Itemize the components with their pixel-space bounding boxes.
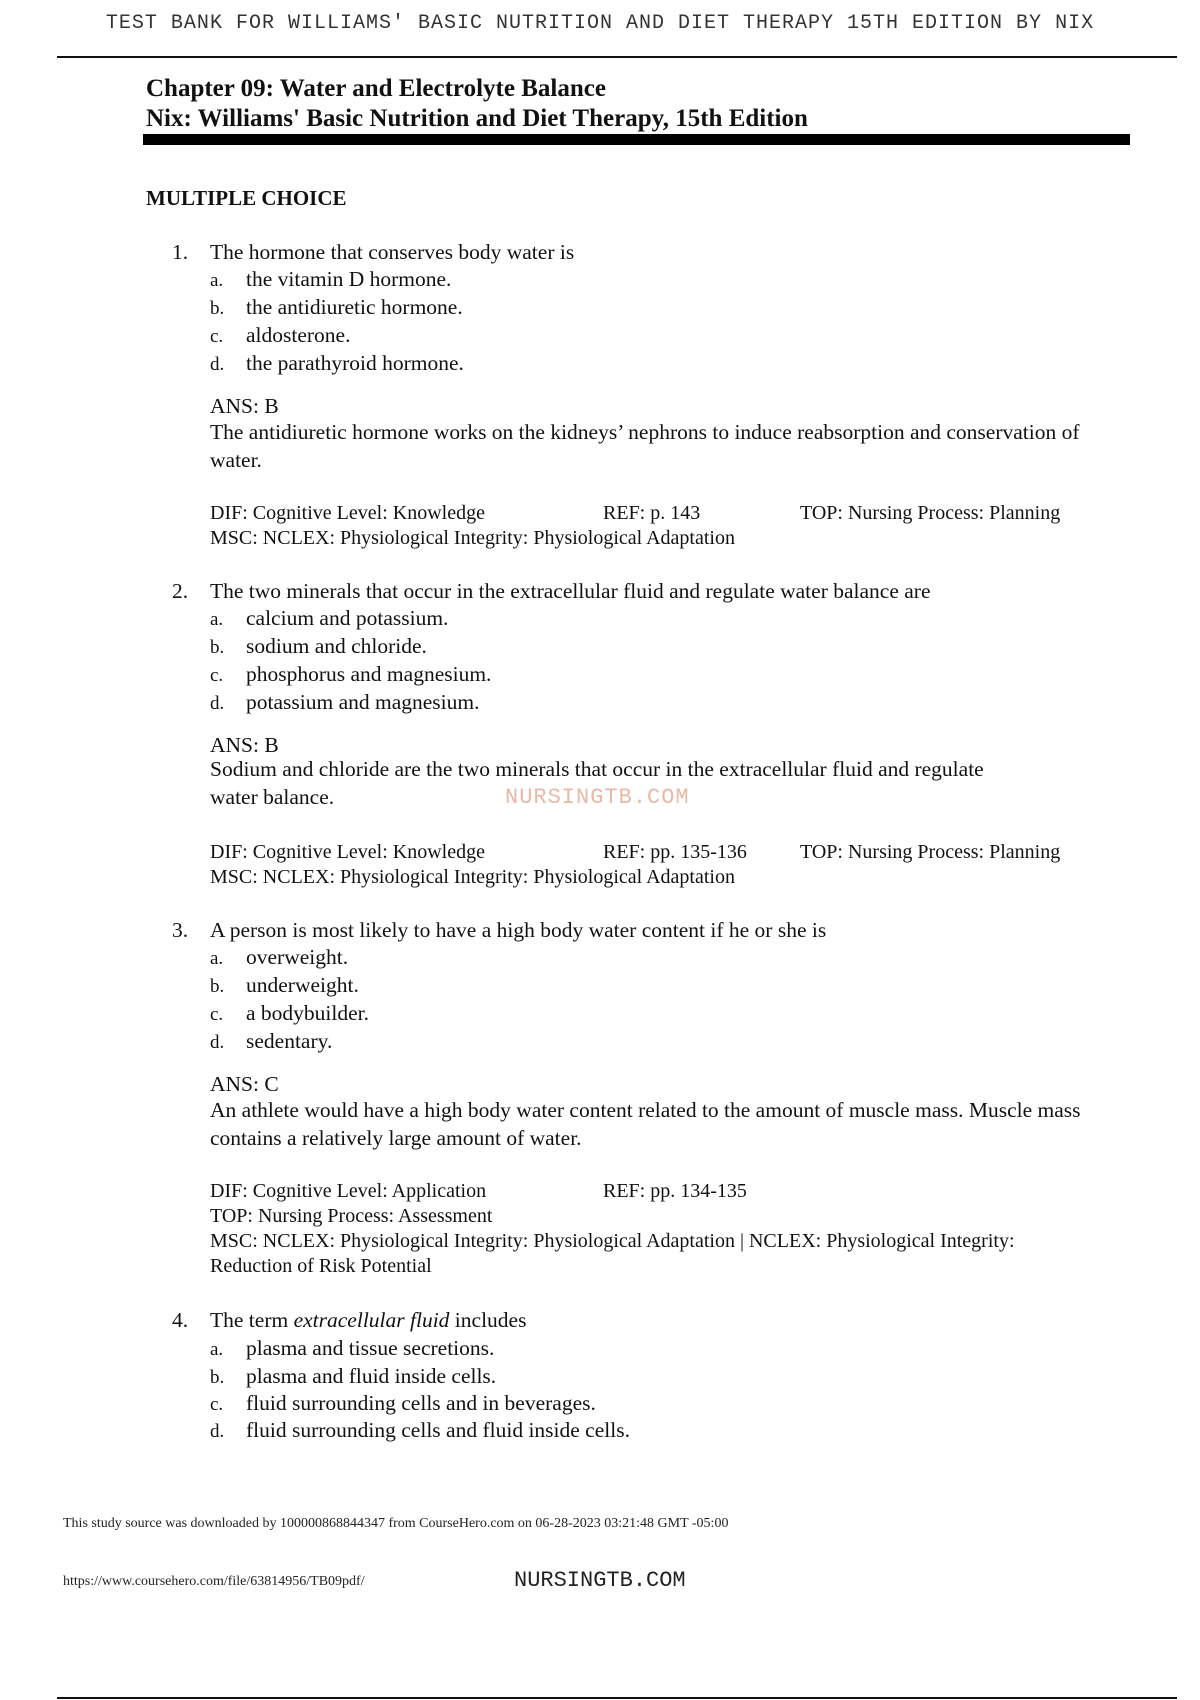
option-b: b. the antidiuretic hormone. xyxy=(210,295,463,319)
question-stem: A person is most likely to have a high body water content if he or she is xyxy=(210,918,827,942)
source-url[interactable]: https://www.coursehero.com/file/63814956/TB09pdf/ xyxy=(63,1574,365,1589)
ref: REF: pp. 134-135 xyxy=(603,1180,747,1202)
option-b: b. sodium and chloride. xyxy=(210,634,427,658)
download-notice: This study source was downloaded by 100000868844347 from CourseHero.com on 06-28-2023 03:21:48 GMT -05:00 xyxy=(63,1516,729,1531)
answer: ANS: B xyxy=(210,733,279,757)
ref: REF: p. 143 xyxy=(603,502,701,524)
dif: DIF: Cognitive Level: Knowledge xyxy=(210,502,485,524)
watermark: NURSINGTB.COM xyxy=(505,785,690,810)
msc-line2: Reduction of Risk Potential xyxy=(210,1255,432,1277)
option-b: b. underweight. xyxy=(210,973,359,997)
option-b: b. plasma and fluid inside cells. xyxy=(210,1364,497,1388)
footer-divider xyxy=(57,1697,1177,1699)
dif: DIF: Cognitive Level: Knowledge xyxy=(210,841,485,863)
header-divider xyxy=(57,56,1177,58)
option-c: c. phosphorus and magnesium. xyxy=(210,662,492,686)
msc: MSC: NCLEX: Physiological Integrity: Physiological Adaptation xyxy=(210,527,735,549)
option-a: a. plasma and tissue secretions. xyxy=(210,1336,495,1360)
top: TOP: Nursing Process: Planning xyxy=(800,841,1061,863)
title-rule xyxy=(143,134,1130,145)
msc-line1: MSC: NCLEX: Physiological Integrity: Physiological Adaptation | NCLEX: Physiological Integrity: xyxy=(210,1230,1015,1252)
ref: REF: pp. 135-136 xyxy=(603,841,747,863)
option-c: c. a bodybuilder. xyxy=(210,1001,370,1025)
option-c: c. fluid surrounding cells and in beverages. xyxy=(210,1391,596,1415)
question-number: 4. xyxy=(172,1308,189,1332)
rationale: An athlete would have a high body water content related to the amount of muscle mass. Muscle mass contains a relatively large amount of water. xyxy=(210,1098,1081,1150)
question-stem: The two minerals that occur in the extracellular fluid and regulate water balance are xyxy=(210,579,931,603)
chapter-title-line1: Chapter 09: Water and Electrolyte Balance xyxy=(146,75,606,102)
rationale: The antidiuretic hormone works on the kidneys’ nephrons to induce reabsorption and conservation of water. xyxy=(210,420,1080,472)
option-a: a. overweight. xyxy=(210,945,349,969)
rationale-line1: Sodium and chloride are the two minerals that occur in the extracellular fluid and regulate xyxy=(210,757,984,781)
option-d: d. potassium and magnesium. xyxy=(210,690,480,714)
question-number: 2. xyxy=(172,579,189,603)
question-number: 1. xyxy=(172,240,189,264)
option-c: c. aldosterone. xyxy=(210,323,351,347)
chapter-title xyxy=(146,74,808,134)
answer: ANS: C xyxy=(210,1072,279,1096)
msc: MSC: NCLEX: Physiological Integrity: Physiological Adaptation xyxy=(210,866,735,888)
top: TOP: Nursing Process: Assessment xyxy=(210,1205,493,1227)
option-d: d. the parathyroid hormone. xyxy=(210,351,464,375)
dif: DIF: Cognitive Level: Application xyxy=(210,1180,487,1202)
option-d: d. sedentary. xyxy=(210,1029,333,1053)
question-stem: The hormone that conserves body water is xyxy=(210,240,575,264)
option-a: a. calcium and potassium. xyxy=(210,606,449,630)
chapter-title-line2: Nix: Williams' Basic Nutrition and Diet Therapy, 15th Edition xyxy=(146,105,808,132)
section-heading: MULTIPLE CHOICE xyxy=(146,186,347,210)
footer-watermark: NURSINGTB.COM xyxy=(514,1568,686,1593)
option-d: d. fluid surrounding cells and fluid inside cells. xyxy=(210,1418,630,1442)
option-a: a. the vitamin D hormone. xyxy=(210,267,452,291)
answer: ANS: B xyxy=(210,394,279,418)
question-number: 3. xyxy=(172,918,189,942)
question-stem: The term extracellular fluid includes xyxy=(210,1308,527,1332)
rationale-line2: water balance. xyxy=(210,785,335,809)
top: TOP: Nursing Process: Planning xyxy=(800,502,1061,524)
header-banner: TEST BANK FOR WILLIAMS' BASIC NUTRITION AND DIET THERAPY 15TH EDITION BY NIX xyxy=(105,12,1095,35)
